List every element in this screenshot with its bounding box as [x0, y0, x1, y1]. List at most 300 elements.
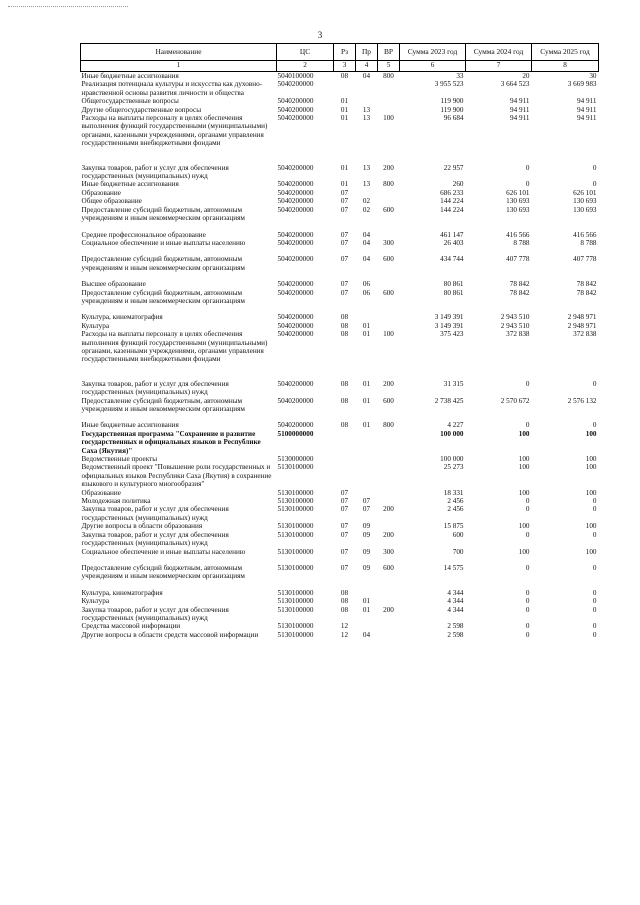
row-2024: 100 [518, 455, 530, 464]
row-pr: 07 [362, 497, 371, 506]
table-row [81, 231, 599, 239]
row-2025: 130 693 [573, 205, 597, 214]
spacer-cell [81, 156, 599, 164]
table-row [81, 397, 599, 414]
row-vr [378, 430, 400, 455]
row-2023: 2 598 [447, 622, 464, 631]
row-cs: 5040200000 [277, 421, 314, 430]
row-name: Закупка товаров, работ и услуг для обеспечения государственных (муниципальных) нужд [81, 530, 229, 548]
row-vr: 600 [383, 396, 394, 405]
row-cs: 5100000000 [277, 429, 314, 438]
row-rz: 08 [340, 605, 349, 614]
row-2024: 0 [525, 163, 530, 172]
row-pr [356, 430, 378, 455]
row-name: Реализация потенциала культуры и искусства как духовно-нравственной основы развития личности и общества [81, 80, 263, 97]
row-rz: 12 [340, 622, 349, 631]
table-row [81, 505, 599, 522]
row-name: Закупка товаров, работ и услуг для обеспечения государственных (муниципальных) нужд [81, 163, 229, 181]
column-number: 4 [356, 61, 378, 72]
row-2024: 20 [522, 72, 530, 80]
table-header [81, 44, 599, 72]
row-rz: 07 [340, 563, 349, 572]
row-2023: 4 344 [447, 588, 464, 597]
column-number-row [81, 61, 599, 72]
spacer-row [81, 148, 599, 156]
row-name: Молодежная политика [81, 497, 151, 506]
row-2024: 2 943 510 [500, 313, 530, 322]
column-number: 8 [532, 61, 599, 72]
row-cs: 5040200000 [277, 238, 314, 247]
row-name: Предоставление субсидий бюджетным, автономным учреждениям и иным некоммерческим организациям [81, 255, 245, 272]
row-2025: 2 948 971 [567, 313, 597, 322]
row-name: Культура, кинематография [81, 588, 163, 597]
table-row [81, 206, 599, 223]
row-cs: 5040200000 [277, 105, 314, 114]
row-2024: 0 [525, 597, 530, 606]
row-2025: 100 [585, 547, 597, 556]
row-rz [334, 80, 356, 97]
row-2023: 96 684 [443, 114, 464, 123]
row-2025: 78 842 [576, 288, 597, 297]
column-number: 7 [466, 61, 532, 72]
row-2025: 0 [592, 630, 597, 639]
table-row [81, 622, 599, 630]
spacer-row [81, 581, 599, 589]
row-2025: 0 [592, 379, 597, 388]
row-2024: 0 [525, 379, 530, 388]
row-2024: 100 [518, 547, 530, 556]
row-2025: 0 [592, 497, 597, 506]
row-2024: 0 [525, 530, 530, 539]
row-vr [378, 622, 400, 630]
row-2025: 416 566 [573, 230, 597, 239]
table-row [81, 455, 599, 463]
row-2025: 100 [585, 488, 597, 497]
row-name: Общее образование [81, 197, 142, 206]
table-row [81, 239, 599, 247]
row-vr: 200 [383, 530, 394, 539]
row-pr [356, 489, 378, 497]
row-vr: 800 [383, 72, 394, 80]
row-pr: 13 [362, 163, 371, 172]
row-pr [356, 80, 378, 97]
header-pr: Пр [356, 44, 378, 61]
row-cs: 5130100000 [277, 630, 314, 639]
row-rz: 07 [340, 488, 349, 497]
row-cs: 5130100000 [277, 597, 314, 606]
row-vr [378, 463, 400, 488]
row-rz: 07 [340, 188, 349, 197]
row-vr: 600 [383, 288, 394, 297]
row-2024: 0 [525, 497, 530, 506]
spacer-row [81, 364, 599, 372]
row-name: Высшее образование [81, 280, 146, 289]
table-row [81, 421, 599, 429]
row-cs: 5040200000 [277, 396, 314, 405]
row-cs: 5130100000 [277, 588, 314, 597]
header-vr: ВР [378, 44, 400, 61]
row-2025: 94 911 [577, 97, 597, 106]
row-rz: 07 [340, 197, 349, 206]
spacer-row [81, 556, 599, 564]
row-name: Закупка товаров, работ и услуг для обеспечения государственных (муниципальных) нужд [81, 379, 229, 397]
row-2025: 0 [592, 605, 597, 614]
row-pr: 06 [362, 288, 371, 297]
row-2024: 94 911 [510, 105, 530, 114]
row-2023: 119 900 [440, 105, 464, 114]
row-2024: 372 838 [506, 330, 530, 339]
table-row [81, 189, 599, 197]
row-vr [378, 231, 400, 239]
spacer-row [81, 413, 599, 421]
table-row [81, 597, 599, 605]
row-2024: 100 [518, 463, 530, 472]
column-number: 5 [378, 61, 400, 72]
row-cs: 5040200000 [277, 80, 314, 89]
row-2025: 30 [589, 72, 597, 80]
row-pr: 04 [362, 72, 371, 80]
row-pr: 13 [362, 114, 371, 123]
row-cs: 5040200000 [277, 288, 314, 297]
row-name: Расходы на выплаты персоналу в целях обеспечения выполнения функций государственными (муниципальными) органами, казенными учреждениями, органами управления государственными внебюджетными фондами [81, 114, 268, 148]
row-2025: 0 [592, 597, 597, 606]
row-cs: 5040200000 [277, 313, 314, 322]
spacer-row [81, 156, 599, 164]
table-row [81, 631, 599, 639]
row-pr: 13 [362, 180, 371, 189]
row-rz: 08 [340, 330, 349, 339]
row-2025: 0 [592, 163, 597, 172]
row-2024: 407 778 [506, 255, 530, 264]
row-vr [378, 197, 400, 205]
row-2025: 626 101 [573, 188, 597, 197]
row-2023: 18 331 [443, 488, 464, 497]
row-2024: 100 [518, 522, 530, 531]
row-2024: 100 [518, 429, 530, 438]
table-row [81, 80, 599, 97]
row-2023: 31 315 [443, 379, 464, 388]
row-2024: 0 [525, 563, 530, 572]
row-name: Закупка товаров, работ и услуг для обеспечения государственных (муниципальных) нужд [81, 505, 229, 522]
table-row [81, 72, 599, 81]
row-pr: 09 [362, 522, 371, 531]
row-rz: 07 [340, 230, 349, 239]
row-2023: 3 149 391 [434, 321, 464, 330]
row-2023: 700 [452, 547, 464, 556]
table-row [81, 430, 599, 455]
row-2024: 0 [525, 180, 530, 189]
row-2025: 2 948 971 [567, 321, 597, 330]
spacer-cell [81, 148, 599, 156]
spacer-cell [81, 581, 599, 589]
row-2023: 3 149 391 [434, 313, 464, 322]
row-pr [356, 97, 378, 105]
row-cs: 5040200000 [277, 330, 314, 339]
row-name: Культура [81, 321, 110, 330]
row-rz: 07 [340, 205, 349, 214]
row-2024: 416 566 [506, 230, 530, 239]
row-2024: 8 788 [513, 238, 530, 247]
table-row [81, 531, 599, 548]
row-cs: 5130100000 [277, 605, 314, 614]
spacer-row [81, 272, 599, 280]
table-row [81, 548, 599, 556]
row-cs: 5130100000 [277, 522, 314, 531]
row-2023: 2 456 [447, 497, 464, 506]
row-2025: 94 911 [577, 114, 597, 123]
row-name: Иные бюджетные ассигнования [81, 421, 179, 430]
table-row [81, 463, 599, 488]
header-2025: Сумма 2025 год [532, 44, 599, 61]
row-2025: 100 [585, 455, 597, 464]
row-2023: 2 598 [447, 630, 464, 639]
row-rz: 08 [340, 597, 349, 606]
row-vr [378, 106, 400, 114]
row-cs: 5130100000 [277, 622, 314, 631]
table-row [81, 197, 599, 205]
row-2024: 130 693 [506, 197, 530, 206]
row-cs: 5040200000 [277, 379, 314, 388]
row-pr: 04 [362, 255, 371, 264]
row-vr [378, 597, 400, 605]
row-name: Государственная программа "Сохранение и развитие государственных и официальных языков в Республике Саха (Якутия)" [81, 429, 261, 455]
row-cs: 5130100000 [277, 563, 314, 572]
row-vr [378, 313, 400, 321]
row-vr: 800 [383, 180, 394, 189]
header-2023: Сумма 2023 год [400, 44, 466, 61]
row-2025: 0 [592, 180, 597, 189]
spacer-cell [81, 272, 599, 280]
row-2024: 94 911 [510, 114, 530, 123]
row-pr: 06 [362, 280, 371, 289]
row-rz: 07 [340, 497, 349, 506]
row-vr: 300 [383, 547, 394, 556]
spacer-cell [81, 556, 599, 564]
spacer-row [81, 223, 599, 231]
table-row [81, 606, 599, 623]
row-pr [356, 189, 378, 197]
row-2025: 0 [592, 505, 597, 514]
budget-table [80, 43, 599, 639]
row-2023: 4 227 [447, 421, 464, 430]
row-rz: 01 [340, 97, 349, 106]
row-pr: 01 [362, 605, 371, 614]
row-cs: 5130100000 [277, 530, 314, 539]
header-2024: Сумма 2024 год [466, 44, 532, 61]
row-2023: 461 147 [440, 230, 464, 239]
row-name: Иные бюджетные ассигнования [81, 180, 179, 189]
row-rz: 01 [340, 163, 349, 172]
row-rz: 07 [340, 280, 349, 289]
row-vr: 200 [383, 379, 394, 388]
row-rz: 08 [340, 72, 349, 80]
table-row [81, 106, 599, 114]
row-2023: 26 403 [443, 238, 464, 247]
table-row [81, 589, 599, 597]
row-name: Образование [81, 488, 121, 497]
row-2023: 22 957 [443, 163, 464, 172]
row-rz: 12 [340, 630, 349, 639]
row-2023: 2 456 [447, 505, 464, 514]
row-2024: 94 911 [510, 97, 530, 106]
row-name: Предоставление субсидий бюджетным, автономным учреждениям и иным некоммерческим организациям [81, 396, 245, 413]
table-row [81, 322, 599, 330]
row-vr: 800 [383, 421, 394, 430]
row-pr: 09 [362, 563, 371, 572]
row-2025: 100 [585, 522, 597, 531]
row-2024: 0 [525, 622, 530, 631]
row-rz: 07 [340, 238, 349, 247]
row-pr: 09 [362, 547, 371, 556]
row-rz: 08 [340, 321, 349, 330]
table-row [81, 564, 599, 581]
row-pr: 04 [362, 238, 371, 247]
row-cs: 5040200000 [277, 255, 314, 264]
row-vr: 200 [383, 605, 394, 614]
table-row [81, 280, 599, 288]
row-pr: 02 [362, 197, 371, 206]
row-cs: 5130100000 [277, 463, 314, 472]
row-rz: 08 [340, 421, 349, 430]
column-number: 6 [400, 61, 466, 72]
row-2025: 3 669 983 [567, 80, 597, 89]
row-pr: 07 [362, 505, 371, 514]
row-2023: 14 575 [443, 563, 464, 572]
table-row [81, 522, 599, 530]
table-row [81, 313, 599, 321]
spacer-row [81, 247, 599, 255]
scan-edge-mark [8, 6, 128, 9]
row-vr [378, 489, 400, 497]
row-2024: 2 570 672 [500, 396, 530, 405]
row-cs: 5040200000 [277, 114, 314, 123]
row-cs: 5130100000 [277, 547, 314, 556]
row-rz: 07 [340, 255, 349, 264]
row-pr: 02 [362, 205, 371, 214]
row-name: Другие вопросы в области образования [81, 522, 203, 531]
row-name: Ведомственный проект "Повышение роли государственных и официальных языков Республики Саха (Якутия) в сохранение языкового и культурного многообразия" [81, 463, 272, 489]
row-vr [378, 497, 400, 505]
row-2025: 8 788 [580, 238, 597, 247]
row-vr [378, 631, 400, 639]
row-pr: 04 [362, 230, 371, 239]
row-2023: 80 861 [443, 288, 464, 297]
row-rz: 01 [340, 105, 349, 114]
row-2023: 4 344 [447, 597, 464, 606]
row-rz: 01 [340, 180, 349, 189]
row-name: Иные бюджетные ассигнования [81, 72, 179, 80]
row-rz [334, 430, 356, 455]
row-2024: 100 [518, 488, 530, 497]
row-name: Общегосударственные вопросы [81, 97, 179, 106]
spacer-cell [81, 305, 599, 313]
row-2023: 686 233 [440, 188, 464, 197]
row-cs: 5040200000 [277, 230, 314, 239]
row-name: Социальное обеспечение и иные выплаты населению [81, 238, 246, 247]
row-vr: 200 [383, 505, 394, 514]
column-number: 3 [334, 61, 356, 72]
row-cs: 5130100000 [277, 497, 314, 506]
row-2024: 0 [525, 605, 530, 614]
row-cs: 5130000000 [277, 455, 314, 464]
row-pr: 04 [362, 630, 371, 639]
row-2025: 2 576 132 [567, 396, 597, 405]
row-name: Расходы на выплаты персоналу в целях обеспечения выполнения функций государственными (муниципальными) органами, казенными учреждениями, органами управления государственными внебюджетными фондами [81, 330, 268, 364]
row-2024: 0 [525, 505, 530, 514]
row-2023: 100 000 [440, 455, 464, 464]
row-2025: 100 [585, 429, 597, 438]
row-2024: 0 [525, 421, 530, 430]
row-name: Социальное обеспечение и иные выплаты населению [81, 547, 246, 556]
table-row [81, 255, 599, 272]
row-2023: 375 423 [440, 330, 464, 339]
row-vr: 100 [383, 114, 394, 123]
row-pr: 01 [362, 421, 371, 430]
row-pr: 01 [362, 396, 371, 405]
row-name: Ведомственные проекты [81, 455, 158, 464]
header-rz: Рз [334, 44, 356, 61]
row-cs: 5040200000 [277, 205, 314, 214]
row-2024: 130 693 [506, 205, 530, 214]
row-vr: 200 [383, 163, 394, 172]
row-2025: 0 [592, 530, 597, 539]
row-pr: 09 [362, 530, 371, 539]
row-2023: 3 955 523 [434, 80, 464, 89]
row-vr: 300 [383, 238, 394, 247]
row-name: Другие общегосударственные вопросы [81, 105, 202, 114]
row-cs: 5040200000 [277, 180, 314, 189]
table-row [81, 497, 599, 505]
row-rz: 07 [340, 288, 349, 297]
row-rz: 07 [340, 530, 349, 539]
column-number: 2 [277, 61, 334, 72]
row-vr: 100 [383, 330, 394, 339]
table-row [81, 489, 599, 497]
row-pr: 01 [362, 321, 371, 330]
row-rz: 01 [340, 114, 349, 123]
row-rz: 08 [340, 313, 349, 322]
row-2025: 407 778 [573, 255, 597, 264]
row-2025: 0 [592, 421, 597, 430]
row-2024: 626 101 [506, 188, 530, 197]
row-pr: 13 [362, 105, 371, 114]
row-rz: 07 [340, 547, 349, 556]
row-name: Закупка товаров, работ и услуг для обеспечения государственных (муниципальных) нужд [81, 605, 229, 622]
table-row [81, 289, 599, 306]
row-name: Культура [81, 597, 110, 606]
row-2023: 144 224 [440, 205, 464, 214]
row-2025: 372 838 [573, 330, 597, 339]
row-vr [378, 522, 400, 530]
row-pr: 01 [362, 330, 371, 339]
row-vr [378, 97, 400, 105]
row-rz [334, 463, 356, 488]
row-2023: 33 [456, 72, 464, 80]
row-pr: 01 [362, 597, 371, 606]
row-2024: 0 [525, 588, 530, 597]
table-body [81, 72, 599, 640]
row-rz: 07 [340, 505, 349, 514]
row-vr [378, 80, 400, 97]
row-cs: 5040200000 [277, 197, 314, 206]
row-name: Среднее профессиональное образование [81, 230, 206, 239]
row-name: Образование [81, 188, 121, 197]
row-vr [378, 455, 400, 463]
row-rz: 08 [340, 396, 349, 405]
row-name: Другие вопросы в области средств массовой информации [81, 630, 259, 639]
row-pr [356, 622, 378, 630]
row-rz: 08 [340, 379, 349, 388]
